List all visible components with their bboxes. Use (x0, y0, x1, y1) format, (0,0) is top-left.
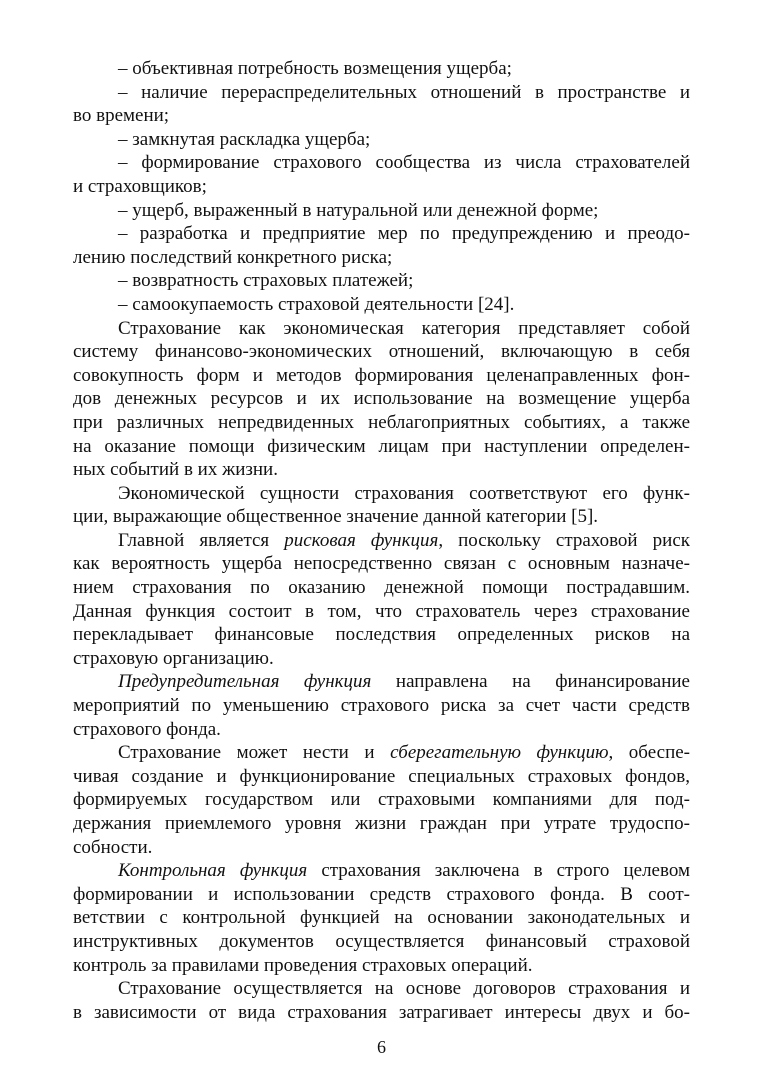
text-line: нием страхования по оказанию денежной помощи пострадавшим. (73, 577, 690, 599)
text-line: – объективная потребность возмещения ущерба; (118, 58, 512, 79)
text-run: направлена на финансирование (371, 671, 690, 693)
text-run: Страхование может нести и (118, 742, 391, 764)
text-line: Страхование осуществляется на основе договоров страхования и (118, 978, 690, 1000)
text-run: , поскольку страховой риск (438, 529, 690, 551)
text-line: держания приемлемого уровня жизни граждан при утрате трудоспо- (73, 813, 690, 834)
text-line: ных событий в их жизни. (73, 459, 278, 481)
list-item (73, 293, 690, 317)
text-line: и страховщиков; (73, 175, 207, 197)
text-line: инструктивных документов осуществляется финансовый страховой (73, 930, 690, 952)
text-run: страхования заключена в строго целевом (307, 860, 690, 882)
text-line: – замкнутая раскладка ущерба; (118, 128, 371, 150)
text-line: во времени; (73, 105, 170, 127)
text-line: как вероятность ущерба непосредственно связан с основным назначе- (73, 553, 690, 575)
list-item (73, 128, 690, 152)
text-line: совокупность форм и методов формирования целенаправленных фон- (73, 364, 690, 386)
text-line: Данная функция состоит в том, что страхователь через страхование (73, 600, 690, 622)
text-line: перекладывает финансовые последствия определенных рисков на (73, 624, 690, 646)
paragraph-savings-function (73, 741, 690, 859)
text-run: Главной является (118, 529, 285, 551)
text-line: Страхование как экономическая категория представляет собой (118, 317, 690, 339)
text-line (73, 859, 690, 883)
text-line: Экономической сущности страхования соответствуют его функ- (118, 482, 690, 504)
page-number: 6 (377, 1037, 386, 1057)
text-run: , обеспе- (608, 742, 690, 764)
text-line: дов денежных ресурсов и их использование на возмещение ущерба (73, 388, 690, 410)
paragraph-risk-function (73, 529, 690, 671)
text-line: – формирование страхового сообщества из числа страхователей (118, 152, 690, 174)
text-line: – наличие перераспределительных отношений в пространстве и (118, 81, 690, 103)
italic-term: Контрольная функция (118, 860, 308, 882)
text-line: страхового фонда. (73, 718, 221, 740)
list-item (73, 151, 690, 198)
italic-term: Предупредительная функция (118, 671, 372, 693)
page-body (73, 57, 690, 1024)
text-line (73, 529, 690, 553)
text-line: ции, выражающие общественное значение данной категории [5]. (73, 506, 599, 528)
text-line: чивая создание и функционирование специальных страховых фондов, (73, 765, 690, 787)
text-line: мероприятий по уменьшению страхового риска за счет части средств (73, 695, 690, 717)
text-line: при различных непредвиденных неблагоприятных событиях, а также (73, 411, 690, 433)
text-line: систему финансово-экономических отношений, включающую в себя (73, 341, 690, 363)
text-line: на оказание помощи физическим лицам при наступлении определен- (73, 435, 690, 457)
italic-term: сберегательную функцию (390, 742, 609, 764)
paragraph-preventive-function (73, 670, 690, 741)
text-line: – самоокупаемость страховой деятельности [24]. (118, 293, 515, 315)
text-line: формировании и использовании средств страхового фонда. В соот- (73, 883, 690, 905)
text-line: ветствии с контрольной функцией на основании законодательных и (73, 907, 690, 929)
text-line (73, 670, 690, 694)
list-item (73, 199, 690, 223)
text-line: формируемых государством или страховыми компаниями для под- (73, 789, 690, 811)
list-item (73, 81, 690, 128)
text-line: лению последствий конкретного риска; (73, 246, 393, 268)
text-line: – ущерб, выраженный в натуральной или денежной форме; (118, 199, 599, 221)
text-line: страховую организацию. (73, 647, 274, 669)
paragraph-contracts (73, 977, 690, 1024)
text-line: – возвратность страховых платежей; (118, 270, 414, 292)
paragraph-functions-intro (73, 482, 690, 529)
text-line: – разработка и предприятие мер по предупреждению и преодо- (118, 223, 690, 245)
text-line: контроль за правилами проведения страховых операций. (73, 954, 533, 976)
paragraph-insurance-definition (73, 317, 690, 482)
italic-term: рисковая функция (284, 529, 439, 551)
list-item (73, 57, 690, 81)
paragraph-control-function (73, 859, 690, 977)
list-item (73, 222, 690, 269)
text-line: в зависимости от вида страхования затрагивает интересы двух и бо- (73, 1001, 690, 1023)
text-line: собности. (73, 836, 153, 858)
list-item (73, 269, 690, 293)
text-line (73, 741, 690, 765)
